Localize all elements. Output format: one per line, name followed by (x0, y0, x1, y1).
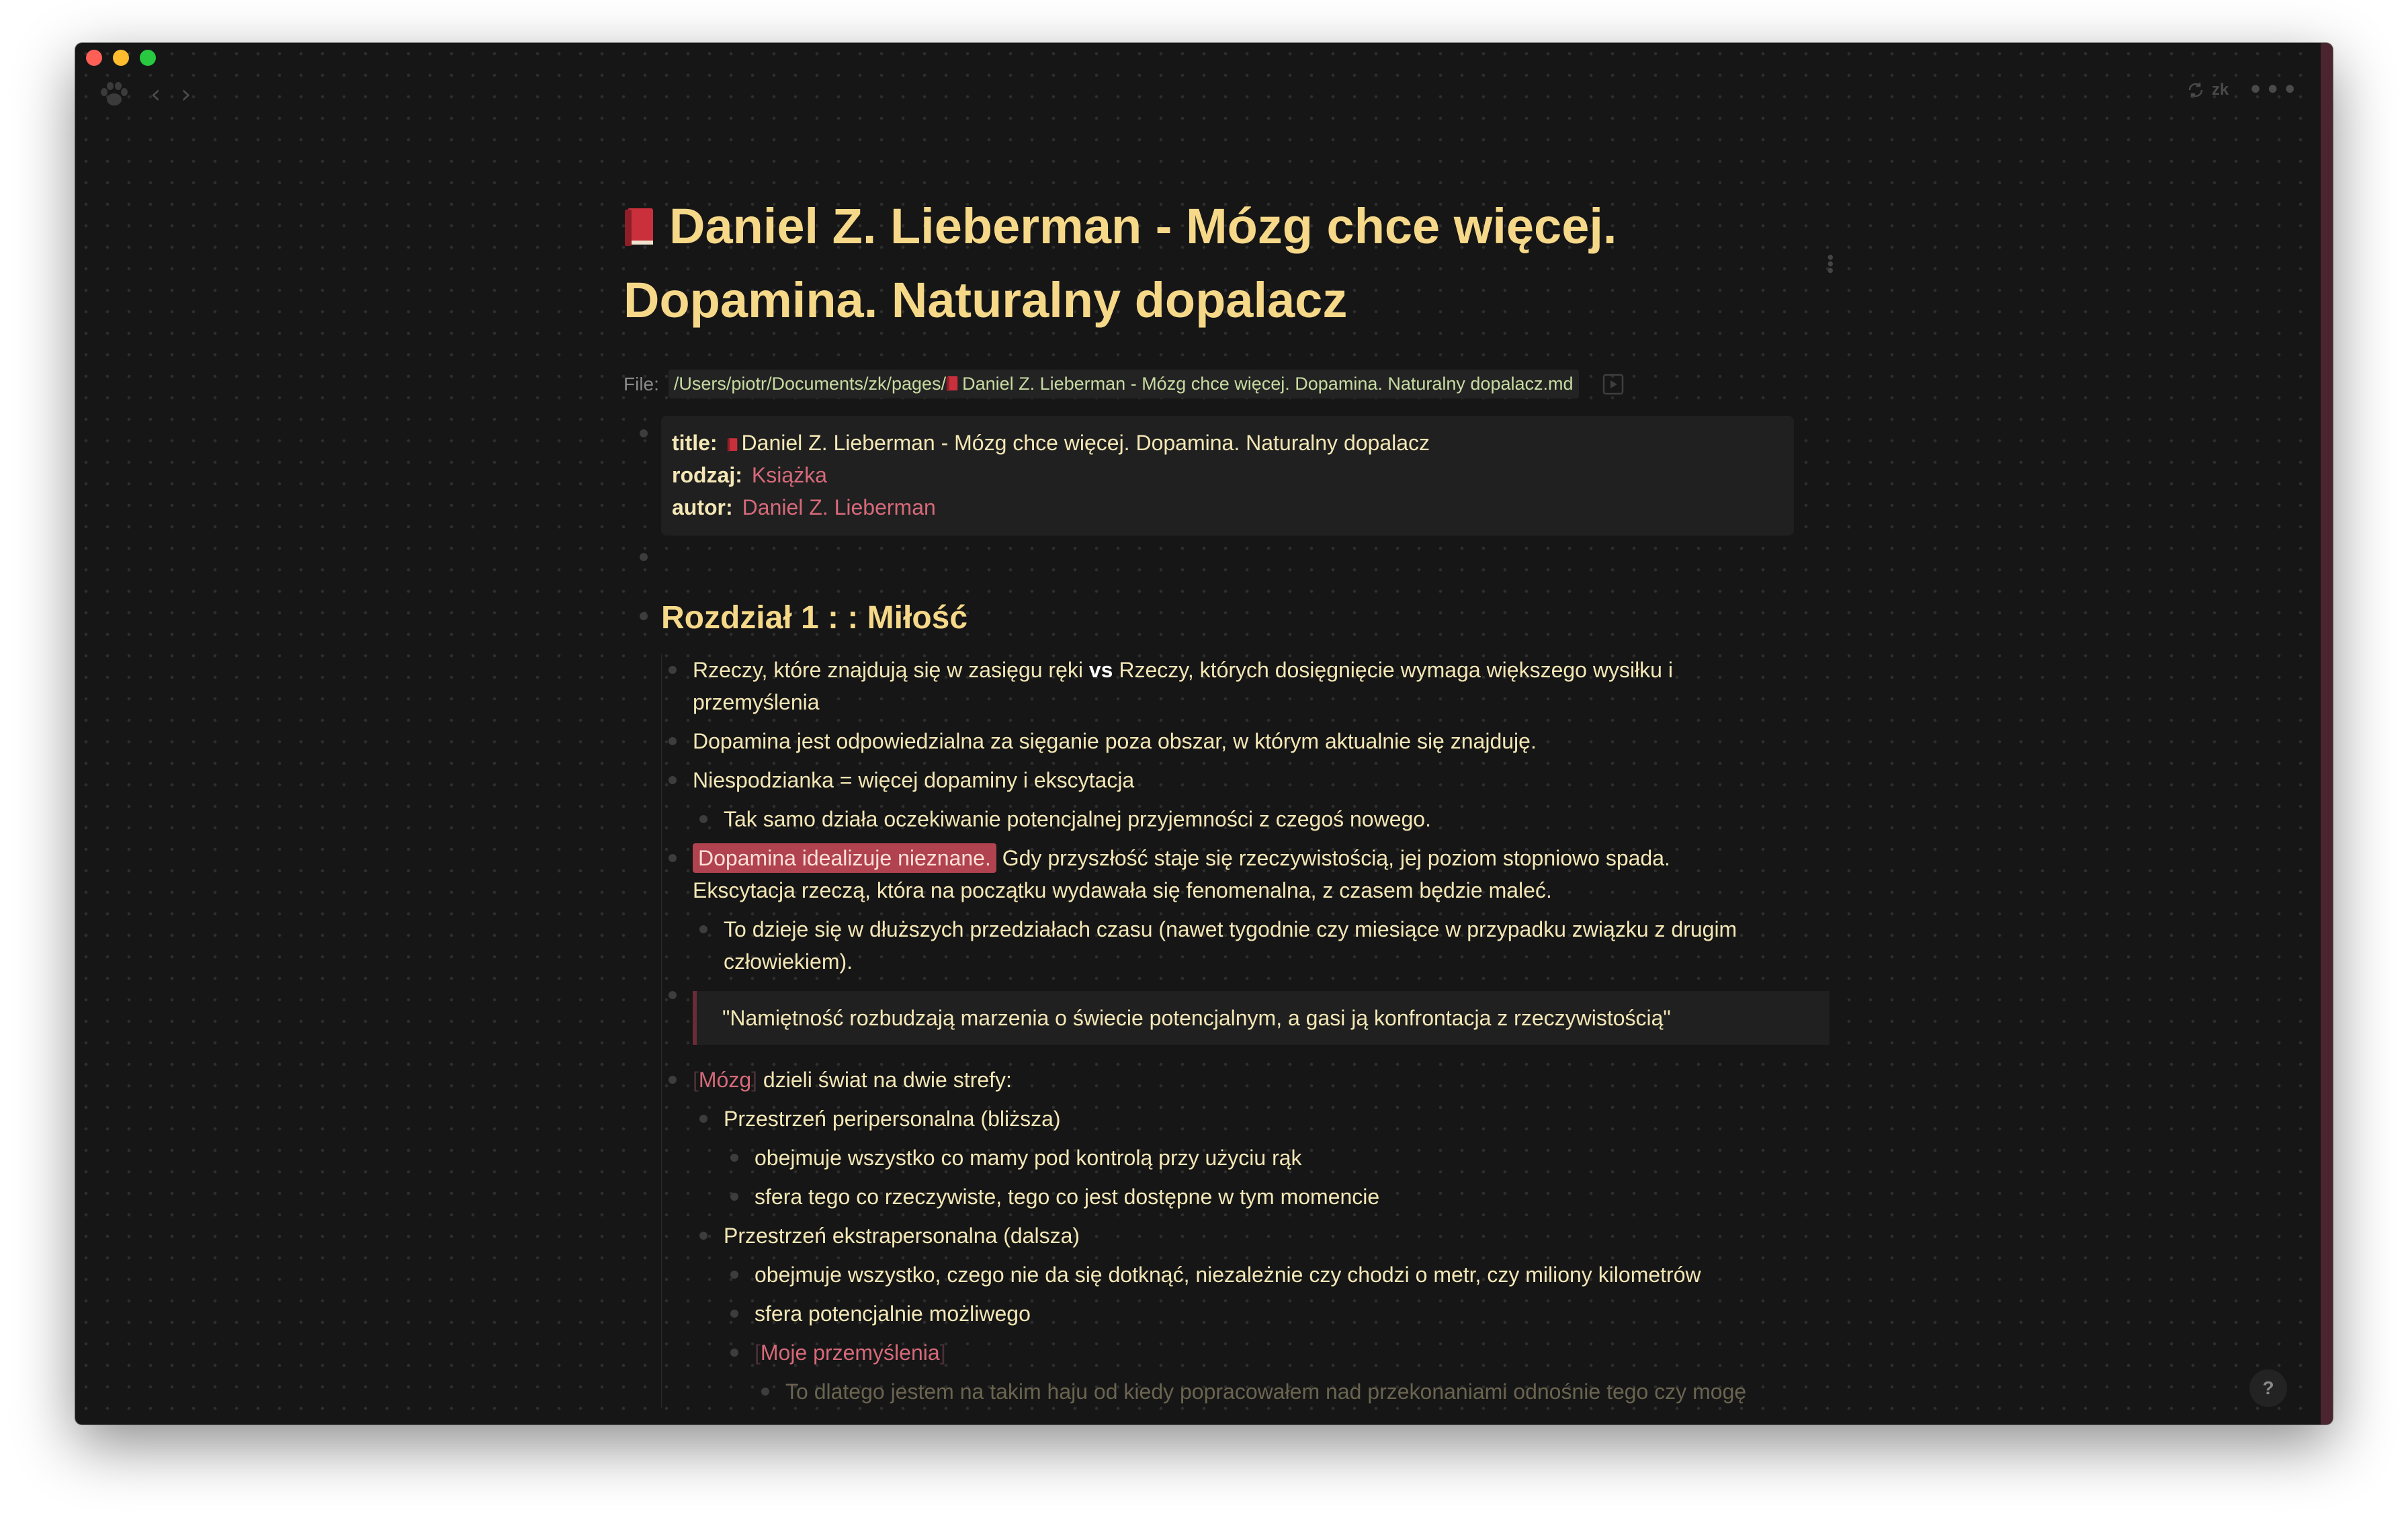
block-bullet[interactable] (669, 776, 677, 784)
item-text: obejmuje wszystko, czego nie da się dotknąć, niezależnie czy chodzi o metr, czy miliony kilometrów (755, 1263, 1701, 1287)
list-item[interactable] (662, 1375, 1834, 1408)
file-path-row (624, 370, 1853, 398)
window-controls (86, 50, 156, 66)
item-text: Rzeczy, które znajdują się w zasięgu ręki (693, 658, 1089, 682)
page-properties[interactable] (661, 416, 1794, 536)
title-menu-icon[interactable]: ••• (1820, 254, 1841, 274)
chapter-heading: Rozdział 1 : : Miłość (661, 600, 968, 636)
list-item[interactable] (662, 1064, 1741, 1096)
property-key: rodzaj: (672, 463, 742, 487)
list-item[interactable] (662, 764, 1741, 796)
property-title (672, 427, 1783, 459)
property-link[interactable]: Książka (751, 463, 827, 487)
block-bullet[interactable] (669, 666, 677, 674)
sync-icon (2186, 81, 2205, 99)
block-bullet[interactable] (730, 1271, 738, 1279)
list-item[interactable] (662, 803, 1772, 835)
graph-sync-button[interactable] (2186, 81, 2229, 99)
file-path-prefix: /Users/piotr/Documents/zk/pages/ (673, 374, 947, 394)
property-rodzaj (672, 459, 1783, 491)
block-bullet[interactable] (730, 1154, 738, 1162)
minimize-window-button[interactable] (113, 50, 129, 66)
block-bullet[interactable] (699, 1115, 707, 1123)
close-window-button[interactable] (86, 50, 102, 66)
block-bullet[interactable] (699, 815, 707, 823)
item-text: Przestrzeń peripersonalna (bliższa) (724, 1107, 1061, 1131)
item-text: Niespodzianka = więcej dopaminy i ekscytacja (693, 768, 1135, 792)
paw-icon[interactable] (98, 81, 130, 108)
bracket-right: ] (939, 1340, 946, 1365)
property-key: title: (672, 431, 718, 455)
list-item[interactable] (662, 1220, 1772, 1252)
block-bullet[interactable] (640, 553, 648, 561)
item-text: Dopamina jest odpowiedzialna za sięganie poza obszar, w którym aktualnie się znajduję. (693, 729, 1537, 753)
bracket-right: ] (751, 1068, 758, 1092)
property-key: autor: (672, 495, 733, 519)
red-book-icon (946, 376, 958, 392)
list-item[interactable] (662, 654, 1741, 718)
property-autor (672, 491, 1783, 523)
property-link[interactable]: Daniel Z. Lieberman (742, 495, 936, 519)
list-item[interactable] (662, 725, 1741, 757)
list-item[interactable] (662, 1259, 1803, 1291)
empty-block[interactable] (661, 536, 1853, 576)
item-text: Przestrzeń ekstrapersonalna (dalsza) (724, 1224, 1080, 1248)
item-text: Tak samo działa oczekiwanie potencjalnej przyjemności z czegoś nowego. (724, 807, 1431, 831)
list-item[interactable] (662, 842, 1741, 906)
bracket-left: [ (755, 1340, 761, 1365)
block-bullet[interactable] (640, 612, 648, 620)
property-value: Daniel Z. Lieberman - Mózg chce więcej. Dopamina. Naturalny dopalacz (741, 431, 1430, 455)
block-bullet[interactable] (730, 1310, 738, 1318)
item-bold-text: vs (1088, 658, 1113, 682)
file-path-link[interactable] (669, 370, 1579, 398)
list-item[interactable] (662, 1142, 1803, 1174)
open-in-external-icon[interactable] (1602, 373, 1625, 396)
block-bullet[interactable] (669, 854, 677, 862)
more-horizontal-icon[interactable]: ••• (2247, 75, 2299, 105)
page-title-text: Daniel Z. Lieberman - Mózg chce więcej. Dopamina. Naturalny dopalacz (624, 198, 1617, 328)
block-bullet[interactable] (669, 737, 677, 745)
quote-block[interactable] (662, 991, 1853, 1045)
block-bullet[interactable] (669, 991, 677, 999)
block-bullet[interactable] (640, 429, 648, 437)
graph-name: zk (2211, 81, 2229, 99)
list-item[interactable] (662, 913, 1772, 978)
block-bullet[interactable] (699, 1232, 707, 1240)
chevron-right-icon[interactable]: › (181, 79, 191, 109)
file-label: File: (624, 373, 659, 394)
red-book-icon (727, 437, 738, 452)
page-reference-link[interactable]: Mózg (698, 1068, 752, 1092)
app-window (75, 43, 2333, 1424)
block-bullet[interactable] (669, 1076, 677, 1084)
block-bullet[interactable] (730, 1349, 738, 1357)
bracket-left: [ (693, 1068, 699, 1092)
window-right-accent (2321, 43, 2333, 1424)
red-book-icon (624, 207, 654, 247)
page-content (624, 189, 1853, 1414)
item-text: sfera potencjalnie możliwego (755, 1302, 1031, 1326)
item-text: Rzeczy, których dosięgnięcie wymaga większego wysiłku i przemyślenia (693, 658, 1673, 714)
chevron-left-icon[interactable]: ‹ (150, 79, 161, 109)
list-item[interactable] (662, 1103, 1772, 1135)
quote-text: "Namiętność rozbudzają marzenia o świecie potencjalnym, a gasi ją konfrontacja z rzeczywistością" (693, 991, 1830, 1045)
item-text: sfera tego co rzeczywiste, tego co jest dostępne w tym momencie (755, 1185, 1380, 1209)
list-item[interactable] (662, 1336, 1803, 1369)
toolbar-right (2186, 75, 2299, 105)
highlighted-text: Dopamina idealizuje nieznane. (693, 843, 996, 873)
help-button[interactable]: ? (2249, 1369, 2287, 1407)
chapter-children (661, 654, 1853, 1408)
page-reference-link[interactable]: Moje przemyślenia (760, 1340, 940, 1365)
zoom-window-button[interactable] (140, 50, 156, 66)
item-text: To dzieje się w dłuższych przedziałach czasu (nawet tygodnie czy miesiące w przypadku związku z drugim człowiekiem). (724, 917, 1737, 974)
block-bullet[interactable] (699, 925, 707, 933)
block-bullet[interactable] (761, 1388, 769, 1396)
file-path-name: Daniel Z. Lieberman - Mózg chce więcej. Dopamina. Naturalny dopalacz.md (962, 374, 1574, 394)
item-text: To dlatego jestem na takim haju od kiedy popracowałem nad przekonaniami odnośnie tego czy mogę (785, 1379, 1747, 1404)
list-item[interactable] (662, 1181, 1803, 1213)
chapter-heading-block[interactable] (661, 595, 1853, 642)
item-text: obejmuje wszystko co mamy pod kontrolą przy użyciu rąk (755, 1146, 1302, 1170)
item-text: dzieli świat na dwie strefy: (757, 1068, 1012, 1092)
toolbar-left (98, 81, 191, 108)
page-title[interactable] (624, 189, 1725, 337)
item-text: Gdy przyszłość staje się rzeczywistością, jej poziom stopniowo spada. Ekscytacja rzeczą, która na początku wydawała się fenomenalna, z czasem będzie maleć. (693, 846, 1670, 902)
block-bullet[interactable] (730, 1193, 738, 1201)
list-item[interactable] (662, 1297, 1803, 1330)
